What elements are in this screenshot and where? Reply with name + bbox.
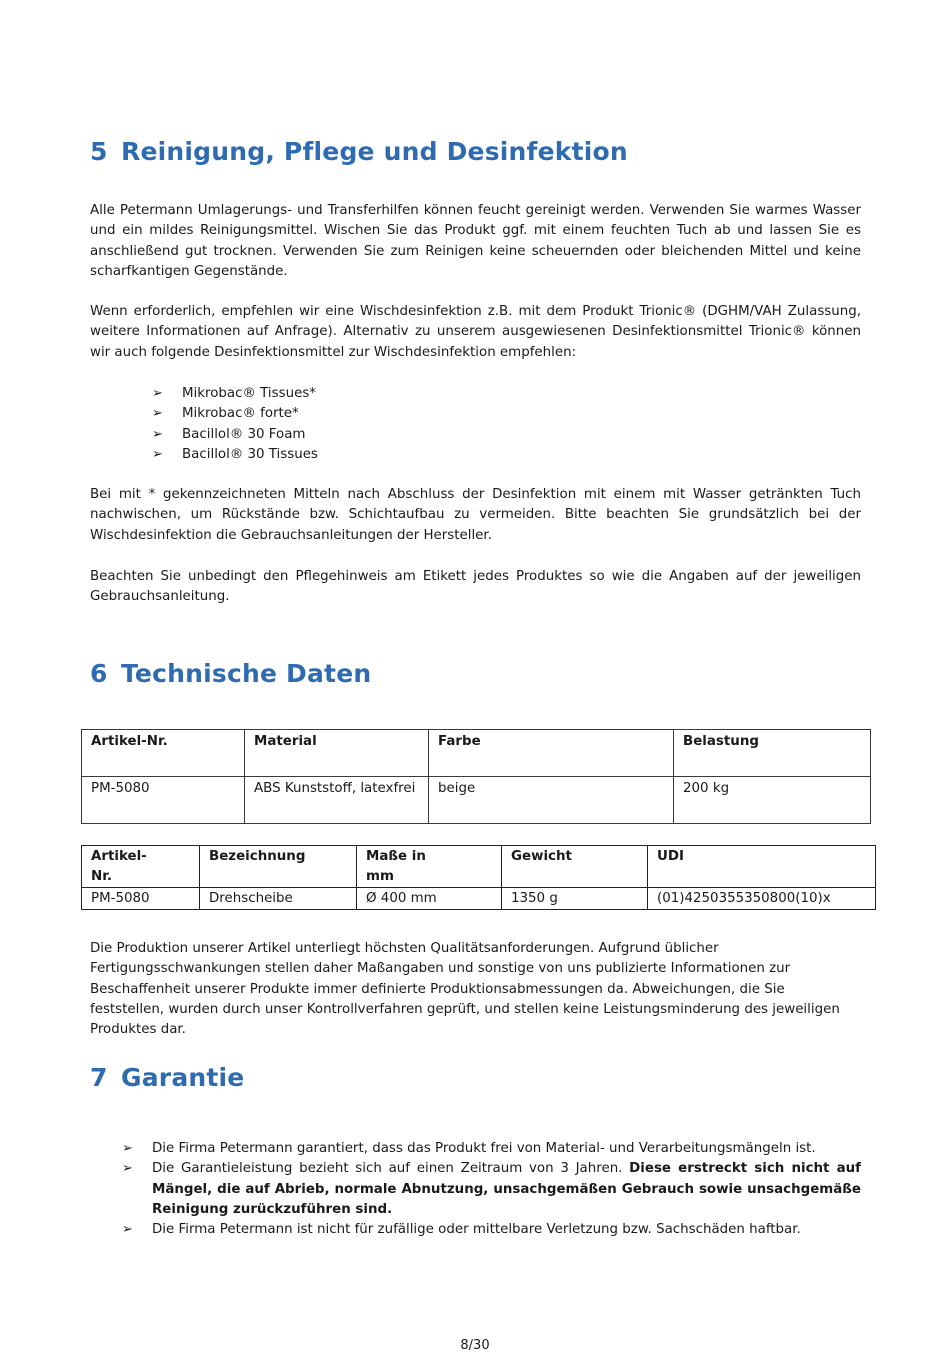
table-header-cell: Artikel-Nr. [82, 730, 245, 777]
section-number: 5 [90, 137, 108, 166]
table-cell: Drehscheibe [200, 888, 357, 910]
disinfectant-list [152, 384, 552, 465]
section-5-heading [90, 137, 628, 166]
table-header-cell: Gewicht [502, 846, 648, 888]
list-item: ➢ Die Firma Petermann garantiert, dass das Produkt frei von Material- und Verarbeitungsmängeln ist. [122, 1139, 861, 1159]
arrow-bullet-icon: ➢ [152, 386, 163, 401]
table-header-cell: Belastung [674, 730, 871, 777]
table-cell: (01)4250355350800(10)x [648, 888, 876, 910]
table-header-cell: Farbe [429, 730, 674, 777]
list-item: ➢ Bacillol® 30 Tissues [152, 445, 552, 465]
section-number: 7 [90, 1063, 108, 1092]
arrow-bullet-icon: ➢ [152, 446, 163, 462]
paragraph-disinfection: Wenn erforderlich, empfehlen wir eine Wischdesinfektion z.B. mit dem Produkt Trionic® (DGHM/VAH Zulassung, weitere Informationen auf Anfrage). Alternativ zu unserem ausgewiesenen Desinfektionsmittel Trionic® können wir auch folgende Desinfektionsmittel zur Wischdesinfektion empfehlen: [90, 304, 861, 360]
table-header-cell: Maße in mm [357, 846, 502, 888]
arrow-bullet-icon: ➢ [122, 1222, 133, 1238]
arrow-bullet-icon: ➢ [152, 426, 163, 442]
list-item: ➢ Die Garantieleistung bezieht sich auf einen Zeitraum von 3 Jahren. Diese erstreckt sich nicht auf Mängel, die auf Abrieb, normale Abnutzung, unsachgemäßen Gebrauch sowie unsachgemäße Reinigung zurückzuführen sind. [122, 1161, 861, 1217]
table-cell: ABS Kunststoff, latexfrei [245, 777, 429, 824]
table-cell: 1350 g [502, 888, 648, 910]
section-title: Garantie [121, 1063, 245, 1092]
section-number: 6 [90, 659, 108, 688]
spec-table-product [81, 845, 876, 910]
list-item: ➢ Die Firma Petermann ist nicht für zufällige oder mittelbare Verletzung bzw. Sachschäden haftbar. [122, 1220, 861, 1240]
table-cell: 200 kg [674, 777, 871, 824]
table-header-row [82, 730, 871, 777]
page-number: 8/30 [460, 1338, 490, 1353]
table-row [82, 888, 876, 910]
table-header-cell: UDI [648, 846, 876, 888]
paragraph-cleaning: Alle Petermann Umlagerungs- und Transferhilfen können feucht gereinigt werden. Verwenden Sie warmes Wasser und ein mildes Reinigungsmittel. Wischen Sie das Produkt ggf. mit einem feuchten Tuch ab und lassen Sie es anschließend gut trocknen. Verwenden Sie zum Reinigen keine scheuernden oder bleichenden Mittel und keine scharfkantigen Gegenstände. [90, 203, 861, 279]
table-header-cell: Bezeichnung [200, 846, 357, 888]
paragraph-production-note: Die Produktion unserer Artikel unterliegt höchsten Qualitätsanforderungen. Aufgrund üblicher Fertigungsschwankungen stellen daher Maßangaben und sonstige von uns publizierte Informationen zur Beschaffenheit unserer Produkte immer definierte Produktionsabmessungen da. Abweichungen, die Sie feststellen, wurden durch unser Kontrollverfahren geprüft, und stellen keine Leistungsminderung des jeweiligen Produktes dar. [90, 941, 840, 1038]
table-header-cell: Artikel-Nr. [82, 846, 200, 888]
list-item: ➢ Mikrobac® forte* [152, 404, 552, 424]
table-cell: beige [429, 777, 674, 824]
table-header-cell: Material [245, 730, 429, 777]
section-6-heading [90, 659, 371, 688]
section-title: Reinigung, Pflege und Desinfektion [121, 137, 628, 166]
table-cell: Ø 400 mm [357, 888, 502, 910]
warranty-list [122, 1139, 861, 1240]
list-item: ➢ Mikrobac® Tissues* [152, 384, 552, 404]
list-item: ➢ Bacillol® 30 Foam [152, 425, 552, 445]
table-header-row [82, 846, 876, 888]
table-row [82, 777, 871, 824]
spec-table-material [81, 729, 871, 824]
arrow-bullet-icon: ➢ [122, 1161, 133, 1177]
table-cell: PM-5080 [82, 777, 245, 824]
section-title: Technische Daten [121, 659, 372, 688]
paragraph-care-note: Beachten Sie unbedingt den Pflegehinweis am Etikett jedes Produktes so wie die Angaben auf der jeweiligen Gebrauchsanleitung. [90, 569, 861, 605]
arrow-bullet-icon: ➢ [122, 1141, 133, 1156]
section-7-heading [90, 1063, 244, 1092]
paragraph-wipe-note: Bei mit * gekennzeichneten Mitteln nach Abschluss der Desinfektion mit einem mit Wasser getränkten Tuch nachwischen, um Rückstände bzw. Schichtaufbau zu vermeiden. Bitte beachten Sie grundsätzlich bei der Wischdesinfektion die Gebrauchsanleitungen der Hersteller. [90, 487, 861, 543]
table-cell: PM-5080 [82, 888, 200, 910]
arrow-bullet-icon: ➢ [152, 406, 163, 422]
